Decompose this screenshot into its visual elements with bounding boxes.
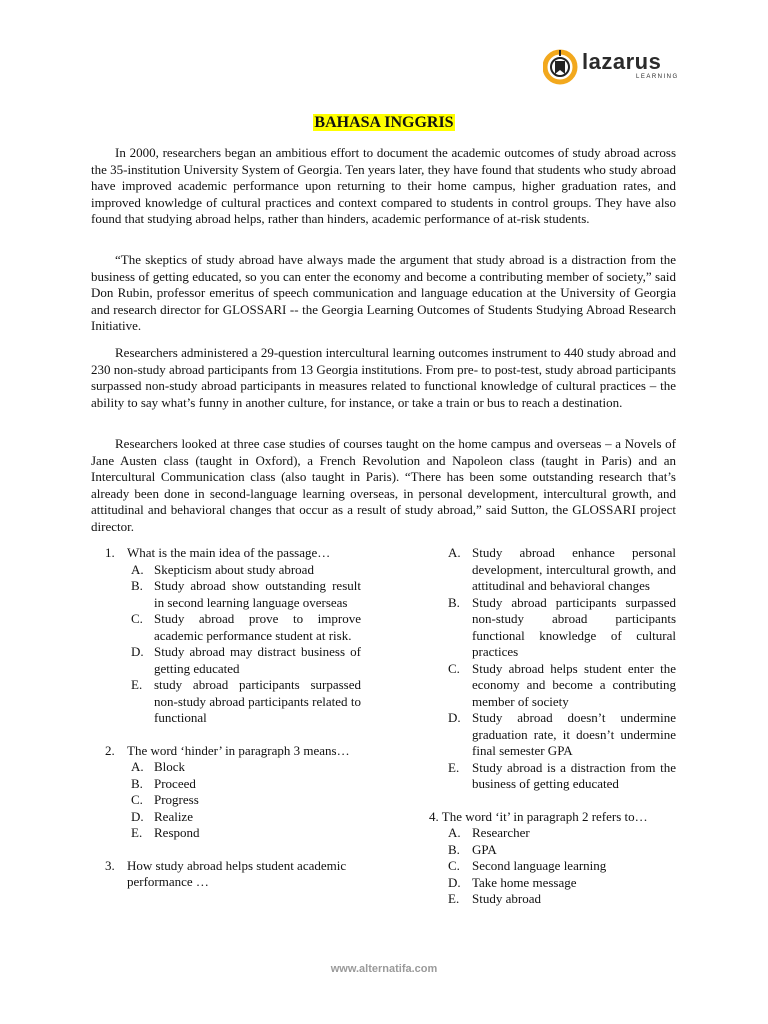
question-number: 4. — [429, 808, 439, 824]
option-text: Progress — [154, 792, 199, 807]
question-2-option-e — [91, 825, 361, 842]
question-1 — [91, 545, 361, 562]
option-text: Study abroad show outstanding result in second learning language overseas — [154, 578, 361, 610]
option-letter: C. — [448, 858, 460, 873]
option-text: Study abroad — [472, 891, 541, 906]
paragraph-1: In 2000, researchers began an ambitious effort to document the academic outcomes of study abroad across the 35-institution University System of Georgia. Ten years later, they have found that students who study abroad have improved academic performance upon returning to their home campus, higher graduation rates, and improved knowledge of cultural practices and context compared to students in control groups. They have also found that studying abroad helps, rather than hinders, academic performance of at-risk students. — [91, 145, 676, 226]
option-text: GPA — [472, 841, 497, 857]
question-2 — [91, 743, 361, 760]
question-number: 2. — [105, 742, 115, 758]
option-letter: A. — [448, 545, 461, 560]
question-1-option-a — [91, 562, 361, 579]
option-text: Study abroad enhance personal development, intercultural growth, and attitudinal and behavioral changes — [472, 545, 676, 593]
question-2-option-b — [91, 776, 361, 793]
question-text: The word ‘hinder’ in paragraph 3 means… — [127, 742, 350, 758]
questions-right-column — [423, 545, 676, 908]
option-letter: B. — [448, 841, 460, 857]
option-letter: C. — [448, 660, 460, 676]
question-text: The word ‘it’ in paragraph 2 refers to… — [441, 808, 648, 824]
paragraph-2: “The skeptics of study abroad have always made the argument that study abroad is a distraction from the business of getting educated, so you can enter the economy and become a contributing member of society,” said Don Rubin, professor emeritus of speech communication and language education at the University of Georgia and research director for GLOSSARI -- the Georgia Learning Outcomes of Students Studying Abroad Research Initiative. — [91, 252, 676, 333]
option-text: Researcher — [472, 825, 530, 840]
lazarus-logo — [543, 47, 678, 89]
option-text: Realize — [154, 808, 193, 824]
option-text: Second language learning — [472, 858, 607, 873]
option-text: Skepticism about study abroad — [154, 561, 314, 577]
question-number: 3. — [105, 857, 115, 873]
option-letter: C. — [131, 611, 143, 626]
question-3-option-a — [423, 545, 676, 595]
option-text: Study abroad doesn’t undermine graduation rate, it doesn’t undermine final semester GPA — [472, 710, 676, 758]
paragraph-3: Researchers administered a 29-question intercultural learning outcomes instrument to 440 study abroad and 230 non-study abroad participants from 13 Georgia institutions. From pre- to post-test, study abroad participants surpassed non-study abroad participants in measures related to functional knowledge of cultural practices – the ability to say what’s funny in another culture, for instance, or take a train or bus to reach a destination. — [91, 345, 676, 410]
question-1-option-c — [91, 611, 361, 644]
question-1-option-b — [91, 578, 361, 611]
option-letter: B. — [131, 775, 143, 791]
option-text: study abroad participants surpassed non-study abroad participants related to functional — [154, 677, 361, 725]
option-letter: A. — [448, 825, 461, 840]
question-4 — [423, 809, 676, 826]
option-letter: E. — [448, 759, 460, 775]
option-text: Respond — [154, 825, 200, 840]
question-3-option-c — [423, 661, 676, 711]
question-3-option-d — [423, 710, 676, 760]
question-4-option-e — [423, 891, 676, 908]
question-3-option-e — [423, 760, 676, 793]
option-text: Block — [154, 759, 186, 774]
option-text: Take home message — [472, 874, 577, 890]
option-letter: A. — [131, 759, 144, 774]
option-letter: E. — [131, 677, 143, 692]
option-text: Study abroad helps student enter the economy and become a contributing member of society — [472, 660, 676, 709]
option-letter: D. — [131, 644, 144, 659]
question-text: How study abroad helps student academic performance … — [127, 857, 347, 889]
option-letter: D. — [131, 808, 144, 824]
option-letter: C. — [131, 792, 143, 807]
question-2-option-a — [91, 759, 361, 776]
page-title-text: BAHASA INGGRIS — [314, 114, 454, 131]
question-4-option-b — [423, 842, 676, 859]
question-1-option-e — [91, 677, 361, 727]
question-2-option-d — [91, 809, 361, 826]
question-4-option-a — [423, 825, 676, 842]
question-1-option-d — [91, 644, 361, 677]
lazarus-emblem-icon — [543, 47, 579, 87]
option-text: Study abroad may distract business of getting educated — [154, 644, 361, 676]
question-4-option-c — [423, 858, 676, 875]
option-letter: B. — [131, 578, 143, 593]
questions-left-column — [91, 545, 361, 891]
option-letter: E. — [448, 891, 460, 906]
option-text: Study abroad is a distraction from the business of getting educated — [472, 759, 676, 791]
option-letter: B. — [448, 594, 460, 610]
option-letter: E. — [131, 825, 143, 840]
option-letter: D. — [448, 710, 461, 725]
question-number: 1. — [105, 545, 115, 560]
question-text: What is the main idea of the passage… — [127, 545, 331, 560]
option-text: Study abroad participants surpassed non-study abroad participants functional knowledge of cultural practices — [472, 594, 676, 659]
logo-subtitle: LEARNING — [636, 74, 679, 80]
option-text: Study abroad prove to improve academic performance student at risk. — [154, 611, 361, 643]
footer-url[interactable]: www.alternatifa.com — [330, 963, 438, 975]
question-4-option-d — [423, 875, 676, 892]
question-3 — [91, 858, 361, 891]
logo-wordmark: lazarus — [582, 49, 662, 74]
page-title — [0, 114, 768, 132]
question-3-option-b — [423, 595, 676, 661]
paragraph-4: Researchers looked at three case studies of courses taught on the home campus and overseas – a Novels of Jane Austen class (taught in Oxford), a French Revolution and Napoleon class (taught in Paris) and an Intercultural Communication class (also taught in Paris). “There has been some outstanding research that’s already been done in second-language learning overseas, in personal development, intercultural growth, and attitudinal and behavioral changes that occur as a result of study abroad,” said Sutton, the GLOSSARI project director. — [91, 436, 676, 534]
option-letter: D. — [448, 874, 461, 890]
option-letter: A. — [131, 561, 144, 577]
option-text: Proceed — [154, 775, 196, 791]
question-2-option-c — [91, 792, 361, 809]
